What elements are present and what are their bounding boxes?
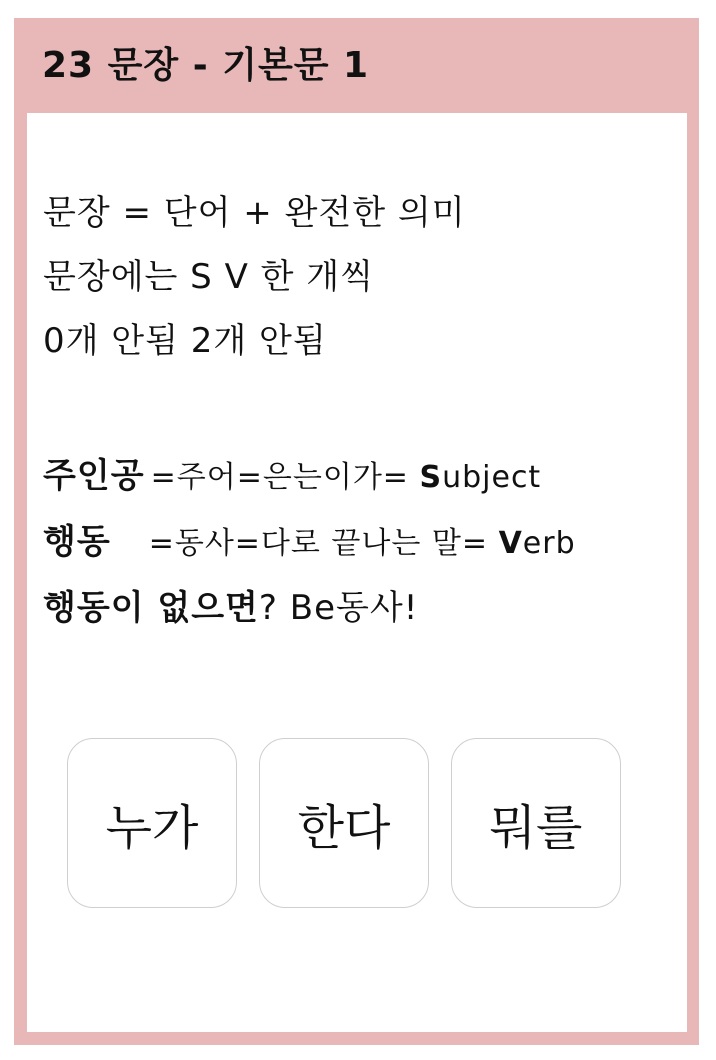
intro-line-1: 문장 = 단어 + 완전한 의미 (43, 193, 466, 233)
lesson-card (14, 18, 699, 1045)
verb-term: 행동 (43, 522, 111, 562)
verb-description (149, 526, 576, 561)
verb-initial: V (498, 526, 523, 561)
be-verb-term: 행동이 없으면 (43, 588, 259, 628)
verb-desc-text: =동사=다로 끝나는 말= (148, 526, 489, 561)
subject-desc-text: =주어=은는이가= (150, 460, 409, 495)
subject-definition (43, 443, 576, 509)
page-title: 23 문장 - 기본문 1 (42, 45, 370, 86)
who-button[interactable]: 누가 (67, 738, 237, 908)
verb-definition (43, 509, 576, 575)
be-verb-definition (43, 575, 576, 641)
subject-rest: ubject (442, 460, 542, 495)
subject-description (151, 460, 542, 495)
definitions (43, 443, 576, 641)
subject-initial: S (419, 460, 443, 495)
what-button[interactable]: 뭐를 (451, 738, 621, 908)
be-verb-tail: ? Be동사! (258, 588, 419, 628)
do-button[interactable]: 한다 (259, 738, 429, 908)
intro-text (43, 181, 466, 373)
intro-line-3: 0개 안됨 2개 안됨 (43, 321, 327, 361)
verb-rest: erb (522, 526, 576, 561)
intro-line-2: 문장에는 S V 한 개씩 (43, 257, 374, 297)
subject-term: 주인공 (43, 456, 145, 496)
lesson-content (27, 113, 687, 1032)
